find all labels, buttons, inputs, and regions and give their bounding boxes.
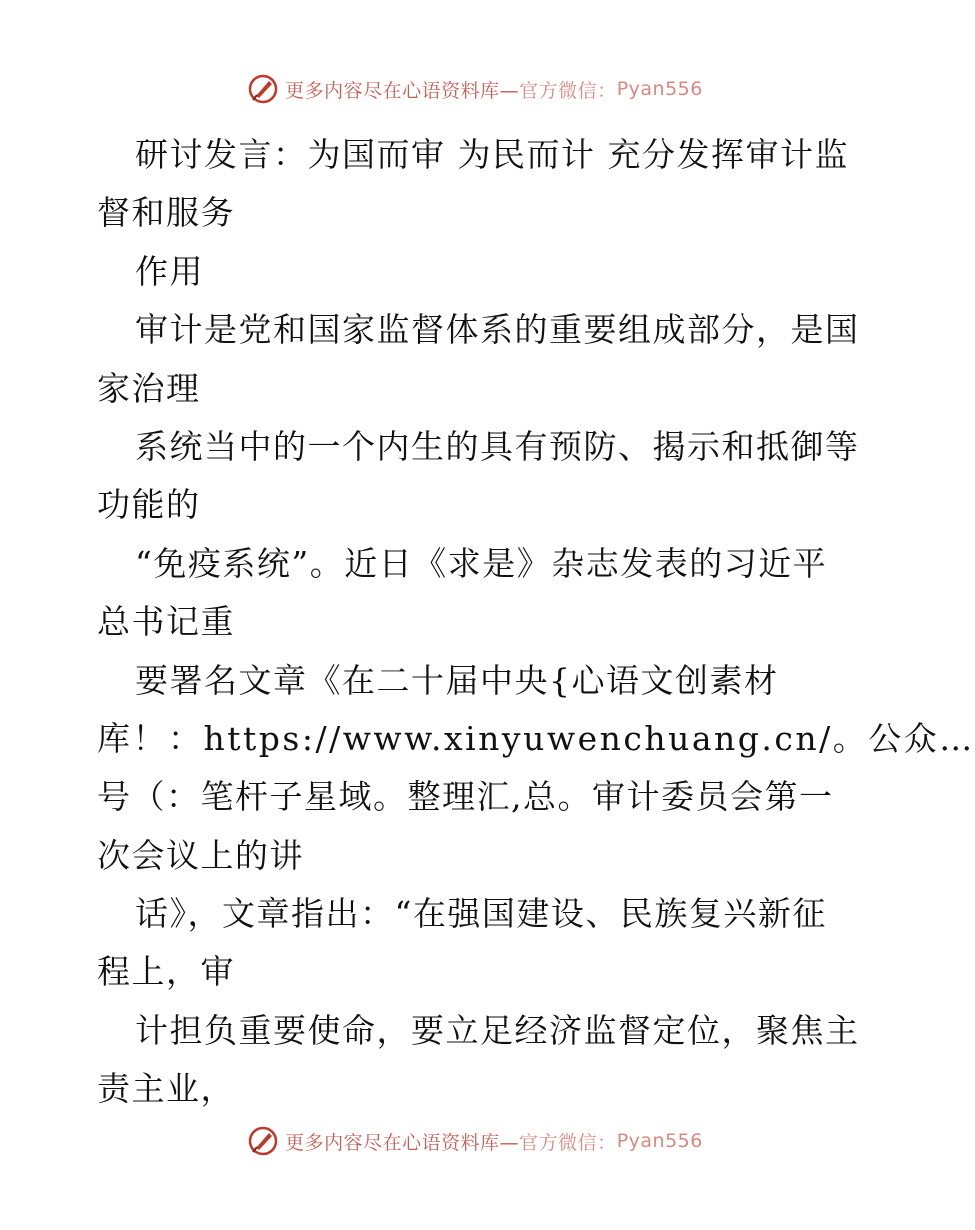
wechat-id: Pyan556 xyxy=(616,1130,703,1152)
paragraph-line: 要署名文章《在二十届中央{心语文创素材 xyxy=(135,660,779,700)
watermark-text: 更多内容尽在心语资料库— xyxy=(285,79,520,102)
quill-pen-logo-icon xyxy=(247,1125,279,1157)
wechat-id: Pyan556 xyxy=(616,78,703,100)
paragraph-line: 审计是党和国家监督体系的重要组成部分，是国 xyxy=(135,310,860,350)
paragraph-line: 家治理 xyxy=(97,368,201,408)
quill-pen-logo-icon xyxy=(247,73,279,105)
document-body xyxy=(97,126,975,1119)
paragraph-line: 话》，文章指出：“在强国建设、民族复兴新征 xyxy=(135,894,827,934)
wechat-label: 官方微信： xyxy=(519,79,617,102)
paragraph-line: 作用 xyxy=(135,251,204,291)
paragraph-line: 次会议上的讲 xyxy=(97,835,304,875)
paragraph-line: “免疫系统”。近日《求是》杂志发表的习近平 xyxy=(135,543,828,583)
paragraph-line: 程上，审 xyxy=(97,952,235,992)
paragraph-line: 系统当中的一个内生的具有预防、揭示和抵御等 xyxy=(135,426,860,466)
watermark-footer xyxy=(0,1123,950,1159)
paragraph-line: 库！：https://www.xinyuwenchuang.cn/。公众… xyxy=(97,718,975,758)
paragraph-line: 号（：笔杆子星域。整理汇,总。审计委员会第一 xyxy=(97,777,834,817)
paragraph-line: 研讨发言：为国而审 为民而计 充分发挥审计监 xyxy=(135,135,849,174)
paragraph-line: 计担负重要使命，要立足经济监督定位，聚焦主 xyxy=(135,1010,860,1050)
paragraph-line: 总书记重 xyxy=(97,602,235,642)
watermark-text: 更多内容尽在心语资料库— xyxy=(285,1131,520,1154)
wechat-label: 官方微信： xyxy=(519,1131,617,1154)
paragraph-line: 督和服务 xyxy=(97,193,235,233)
paragraph-line: 功能的 xyxy=(97,485,201,525)
paragraph-line: 责主业， xyxy=(97,1069,235,1109)
watermark-header xyxy=(0,71,950,107)
